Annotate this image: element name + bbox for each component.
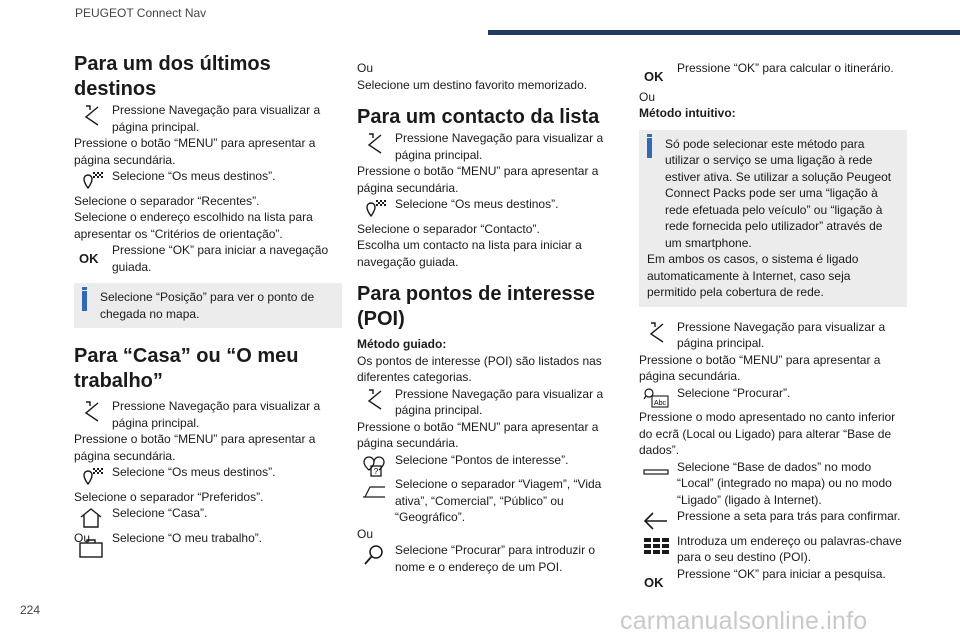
text-menu-4: Pressione o botão “MENU” para apresentar a página secundária.	[357, 419, 599, 450]
step-poi: ? Selecione “Pontos de interesse”.	[357, 452, 625, 469]
step-my-destinations: Selecione “Os meus destinos”.	[74, 168, 342, 185]
step-ok-search: OK Pressione “OK” para iniciar a pesquisa.	[644, 566, 886, 590]
column-2	[357, 52, 625, 575]
step-navigation-2: Pressione Navegação para visualizar a página principal.	[74, 398, 342, 431]
destinations-grid-icon	[361, 197, 387, 221]
column-3	[639, 52, 907, 590]
step-navigation-5: Pressione Navegação para visualizar a página principal.	[639, 319, 907, 352]
toggle-bar-icon	[643, 460, 669, 484]
text-menu-5: Pressione o botão “MENU” para apresentar a página secundária.	[639, 352, 881, 383]
text-guided-method: Método guiado:	[357, 337, 447, 351]
heading-poi: Para pontos de interesse (POI)	[357, 283, 595, 330]
svg-text:?: ?	[373, 466, 379, 476]
heading-home-work: Para “Casa” ou “O meu trabalho”	[74, 345, 299, 392]
info-icon	[647, 138, 652, 158]
text-favorite: Selecione um destino favorito memorizado.	[357, 77, 588, 92]
navigation-arrow-icon	[78, 103, 104, 127]
text-recent-tab: Selecione o separador “Recentes”.	[74, 193, 260, 208]
header-bar	[488, 30, 960, 35]
briefcase-icon	[78, 536, 104, 560]
step-back: Pressione a seta para trás para confirmar.	[639, 508, 907, 525]
text-choose-contact: Escolha um contacto na lista para iniciar a navegação guiada.	[357, 238, 582, 269]
ok-icon: OK	[79, 251, 99, 266]
navigation-arrow-icon	[78, 399, 104, 423]
info-icon	[82, 291, 87, 311]
text-or: Ou	[639, 89, 656, 104]
column-1	[74, 52, 342, 547]
keyboard-icon	[643, 534, 669, 558]
watermark: carmanualsonline.info	[620, 607, 868, 635]
step-work: Selecione “O meu trabalho”.	[74, 530, 342, 547]
text-or: Ou	[74, 530, 91, 545]
step-ok-calculate: OK Pressione “OK” para calcular o itinerário.	[644, 61, 894, 84]
text-or: Ou	[357, 526, 374, 541]
search-icon	[361, 543, 387, 567]
text-choose-address: Selecione o endereço escolhido na lista para apresentar os “Critérios de orientação”.	[74, 210, 313, 241]
text-menu-3: Pressione o botão “MENU” para apresentar a página secundária.	[357, 164, 599, 195]
step-navigation: Pressione Navegação para visualizar a página principal.	[74, 102, 342, 135]
text-contact-tab: Selecione o separador “Contacto”.	[357, 221, 540, 236]
navigation-arrow-icon	[361, 131, 387, 155]
tab-underline-icon	[361, 477, 387, 501]
step-ok-start: OK Pressione “OK” para iniciar a navegação guiada.	[79, 243, 329, 274]
ok-icon: OK	[644, 69, 664, 84]
back-arrow-icon	[643, 509, 669, 533]
step-navigation-4: Pressione Navegação para visualizar a página principal.	[357, 386, 625, 419]
text-menu: Pressione o botão “MENU” para apresentar a página secundária.	[74, 136, 316, 167]
text-menu-2: Pressione o botão “MENU” para apresentar a página secundária.	[74, 432, 316, 463]
step-my-destinations-3: Selecione “Os meus destinos”.	[357, 196, 625, 213]
navigation-arrow-icon	[361, 387, 387, 411]
heading-contact: Para um contacto da lista	[357, 106, 600, 128]
header-title: PEUGEOT Connect Nav	[75, 6, 207, 20]
step-my-destinations-2: Selecione “Os meus destinos”.	[74, 464, 342, 481]
step-search-abc: Abc Selecione “Procurar”.	[639, 385, 907, 402]
page-number: 224	[20, 603, 41, 617]
text-intuitive-method: Método intuitivo:	[639, 106, 736, 120]
destinations-grid-icon	[78, 465, 104, 489]
text-or: Ou	[357, 61, 374, 75]
search-abc-icon	[643, 386, 669, 410]
info-note-network: Só pode selecionar este método para utilizar o serviço se uma ligação à rede estiver ativa. Se utilizar a solução Peugeot Connect Packs pode ser uma “ligação à rede efetuada pelo veículo” ou “ligação à rede fornecida pelo utilizador” através de um smartphone. Em ambos os casos, o sistema é ligado automaticamente à Internet, caso seja permitido pela cobertura de rede.	[639, 130, 907, 307]
step-keyboard: Introduza um endereço ou palavras-chave para o seu destino (POI).	[639, 533, 907, 566]
step-navigation-3: Pressione Navegação para visualizar a página principal.	[357, 130, 625, 163]
step-database: Selecione “Base de dados” no modo “Local” (integrado no mapa) ou no modo “Ligado” (ligado à Internet).	[639, 459, 907, 509]
text-favorites-tab: Selecione o separador “Preferidos”.	[74, 489, 264, 504]
step-search-poi: Selecione “Procurar” para introduzir o nome e o endereço de um POI.	[357, 542, 625, 575]
text-database-mode: Pressione o modo apresentado no canto inferior do ecrã (Local ou Ligado) para alterar “Base de dados”.	[639, 410, 896, 457]
step-home: Selecione “Casa”.	[74, 505, 342, 522]
navigation-arrow-icon	[643, 320, 669, 344]
heading-recent: Para um dos últimos destinos	[74, 53, 271, 100]
destinations-grid-icon	[78, 169, 104, 193]
ok-icon: OK	[644, 574, 664, 590]
info-note-position: Selecione “Posição” para ver o ponto de chegada no mapa.	[74, 283, 342, 328]
text-poi-listed: Os pontos de interesse (POI) são listados nas diferentes categorias.	[357, 353, 602, 384]
home-icon	[78, 506, 104, 530]
step-tab-category: Selecione o separador “Viagem”, “Vida ativa”, “Comercial”, “Público” ou “Geográfico”.	[357, 476, 625, 526]
poi-icon	[361, 453, 387, 477]
svg-text:Abc: Abc	[653, 399, 667, 407]
